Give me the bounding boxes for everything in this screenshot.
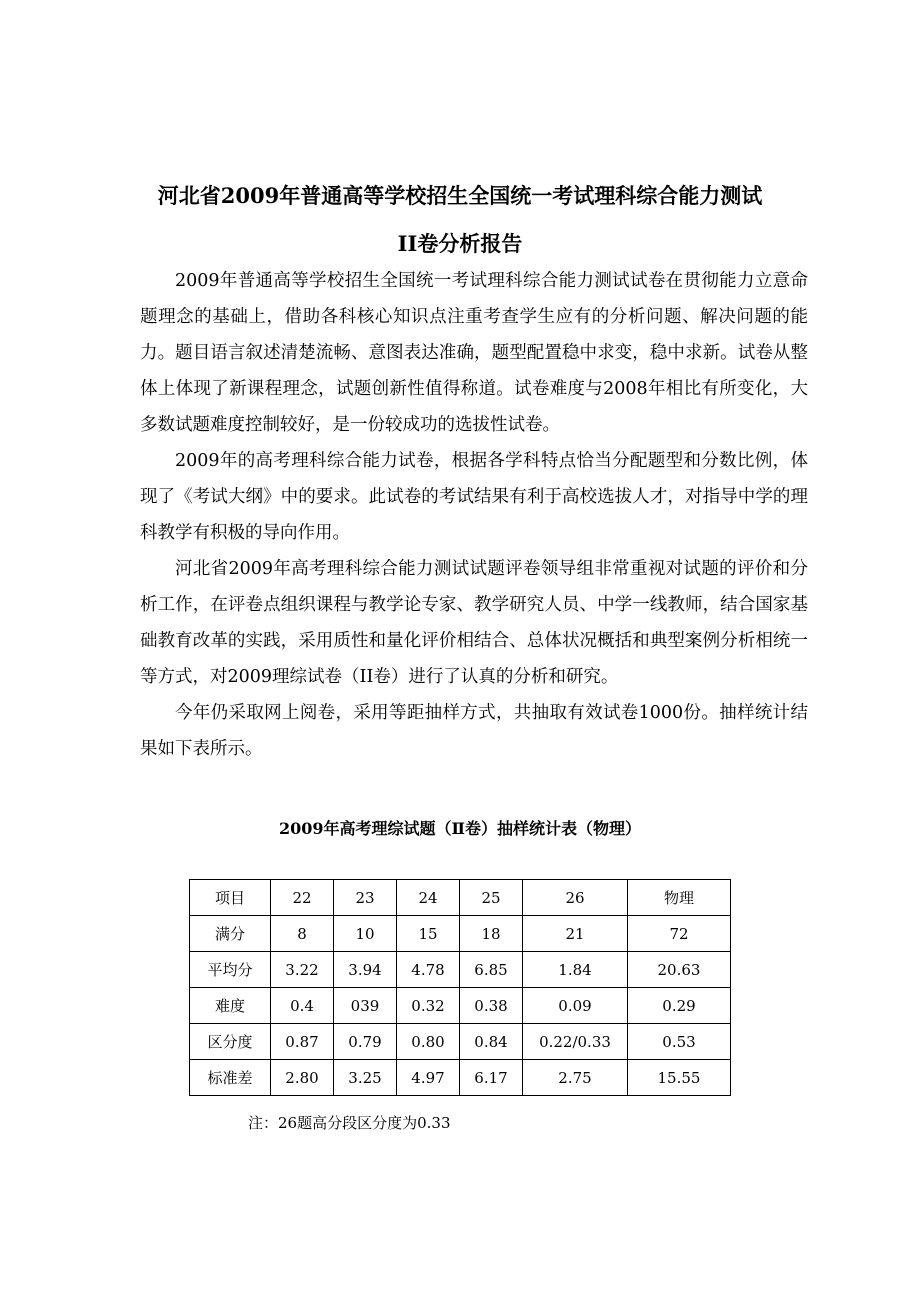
table-cell: 3.94 xyxy=(334,952,397,988)
document-subtitle: II卷分析报告 xyxy=(397,231,523,256)
table-cell: 10 xyxy=(334,916,397,952)
table-row xyxy=(190,988,731,1024)
table-row xyxy=(190,1024,731,1060)
table-cell: 4.97 xyxy=(397,1060,460,1096)
table-cell: 0.32 xyxy=(397,988,460,1024)
table-cell: 0.80 xyxy=(397,1024,460,1060)
table-row xyxy=(190,1060,731,1096)
table-cell: 物理 xyxy=(628,880,731,916)
table-cell: 039 xyxy=(334,988,397,1024)
paragraph-analysis-work: 河北省2009年高考理科综合能力测试试题评卷领导组非常重视对试题的评价和分析工作，在评卷点组织课程与教学论专家、教学研究人员、中学一线教师，结合国家基础教育改革的实践，采用质性和量化评价相结合、总体状况概括和典型案例分析相统一等方式，对2009理综试卷（II卷）进行了认真的分析和研究。 xyxy=(140,559,808,687)
table-cell: 3.25 xyxy=(334,1060,397,1096)
table-cell: 2.75 xyxy=(523,1060,628,1096)
table-cell: 0.38 xyxy=(460,988,523,1024)
table-cell: 2.80 xyxy=(271,1060,334,1096)
table-cell: 标准差 xyxy=(190,1060,271,1096)
table-cell: 0.79 xyxy=(334,1024,397,1060)
table-cell: 区分度 xyxy=(190,1024,271,1060)
table-cell: 24 xyxy=(397,880,460,916)
table-cell: 18 xyxy=(460,916,523,952)
paragraph-sampling: 今年仍采取网上阅卷，采用等距抽样方式，共抽取有效试卷1000份。抽样统计结果如下表所示。 xyxy=(140,703,808,759)
table-cell: 3.22 xyxy=(271,952,334,988)
table-cell: 15.55 xyxy=(628,1060,731,1096)
statistics-table xyxy=(189,879,731,1096)
table-cell: 20.63 xyxy=(628,952,731,988)
table-cell: 1.84 xyxy=(523,952,628,988)
document-title: 河北省2009年普通高等学校招生全国统一考试理科综合能力测试 xyxy=(157,183,763,208)
paragraph-exam-structure: 2009年的高考理科综合能力试卷，根据各学科特点恰当分配题型和分数比例，体现了《考试大纲》中的要求。此试卷的考试结果有利于高校选拔人才，对指导中学的理科教学有积极的导向作用。 xyxy=(140,451,808,543)
table-cell: 0.84 xyxy=(460,1024,523,1060)
table-cell: 15 xyxy=(397,916,460,952)
table-title: 2009年高考理综试题（Ⅱ卷）抽样统计表（物理） xyxy=(278,819,642,838)
table-cell: 0.09 xyxy=(523,988,628,1024)
table-cell: 23 xyxy=(334,880,397,916)
table-cell: 22 xyxy=(271,880,334,916)
table-cell: 6.17 xyxy=(460,1060,523,1096)
table-cell: 满分 xyxy=(190,916,271,952)
table-row xyxy=(190,952,731,988)
table-cell: 0.22/0.33 xyxy=(523,1024,628,1060)
table-cell: 难度 xyxy=(190,988,271,1024)
paragraph-intro: 2009年普通高等学校招生全国统一考试理科综合能力测试试卷在贯彻能力立意命题理念的基础上，借助各科核心知识点注重考查学生应有的分析问题、解决问题的能力。题目语言叙述清楚流畅、意图表达准确，题型配置稳中求变，稳中求新。试卷从整体上体现了新课程理念，试题创新性值得称道。试卷难度与2008年相比有所变化，大多数试题难度控制较好，是一份较成功的选拔性试卷。 xyxy=(140,271,808,435)
table-cell: 26 xyxy=(523,880,628,916)
table-cell: 6.85 xyxy=(460,952,523,988)
table-note: 注：26题高分段区分度为0.33 xyxy=(248,1114,451,1132)
table-cell: 0.29 xyxy=(628,988,731,1024)
table-header-row xyxy=(190,880,731,916)
table-cell: 25 xyxy=(460,880,523,916)
table-cell: 8 xyxy=(271,916,334,952)
table-cell: 0.53 xyxy=(628,1024,731,1060)
table-cell: 平均分 xyxy=(190,952,271,988)
table-cell: 4.78 xyxy=(397,952,460,988)
table-cell: 21 xyxy=(523,916,628,952)
table-cell: 72 xyxy=(628,916,731,952)
table-cell: 0.87 xyxy=(271,1024,334,1060)
table-cell: 0.4 xyxy=(271,988,334,1024)
table-row xyxy=(190,916,731,952)
table-cell: 项目 xyxy=(190,880,271,916)
